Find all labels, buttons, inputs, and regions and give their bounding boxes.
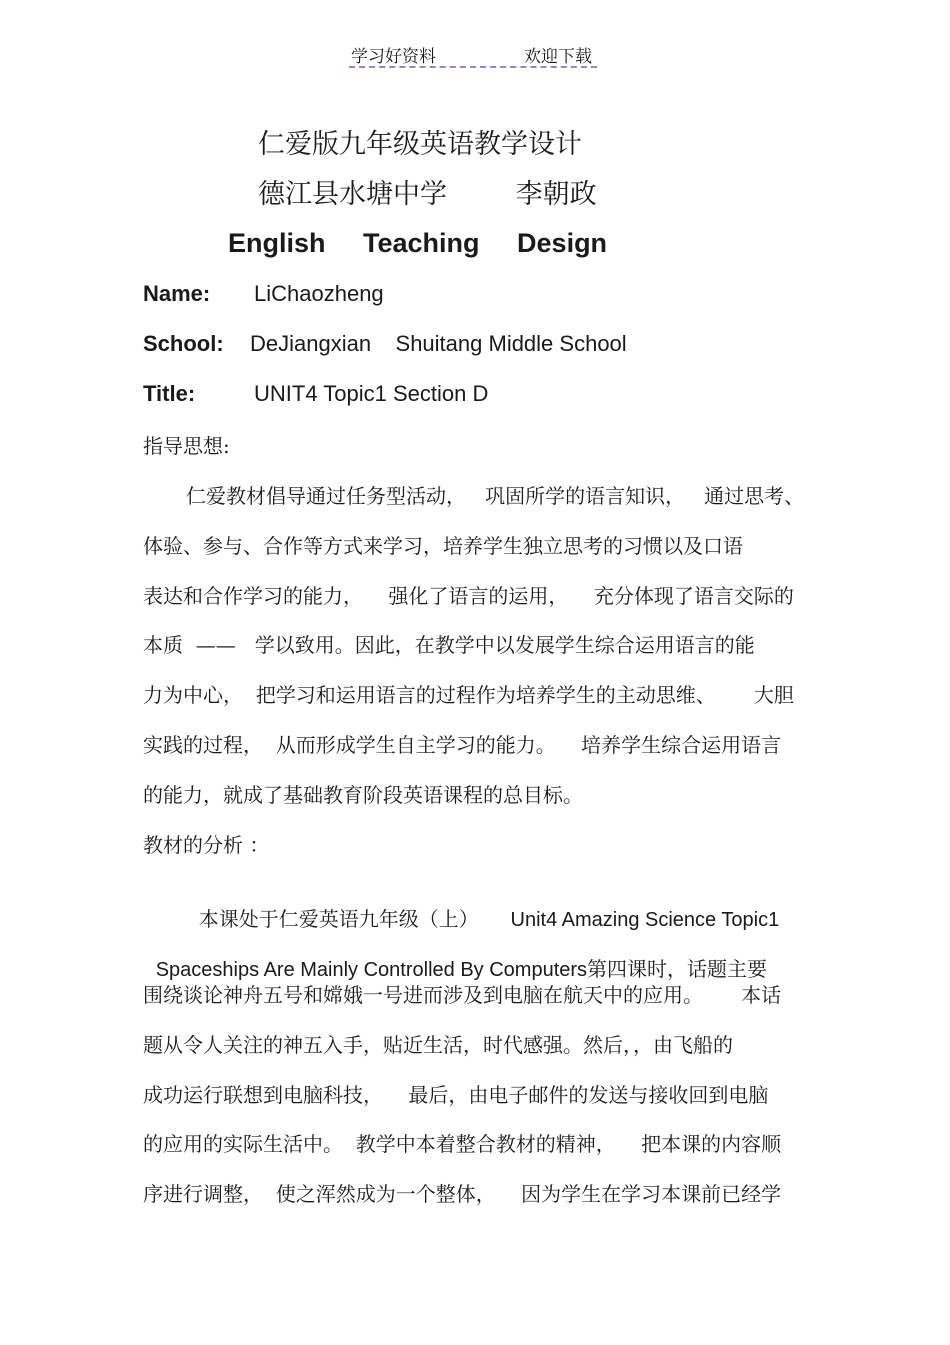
- paragraph-line: [143, 929, 767, 982]
- paragraph-line: 体验、参与、合作等方式来学习，培养学生独立思考的习惯以及口语: [143, 534, 743, 558]
- title-value: UNIT4 Topic1 Section D: [254, 381, 489, 406]
- header-right-text: 欢迎下载: [524, 47, 592, 67]
- paragraph-line: 表达和合作学习的能力， 强化了语言的运用， 充分体现了语言交际的: [143, 584, 794, 608]
- analysis-line2-cn: 第四课时，话题主要: [587, 957, 768, 981]
- analysis-heading: 教材的分析 ：: [143, 833, 270, 857]
- page-header: [349, 40, 597, 68]
- paragraph-line: 仁爱教材倡导通过任务型活动， 巩固所学的语言知识， 通过思考、: [186, 484, 805, 508]
- analysis-line1-en: Unit4 Amazing Science Topic1: [510, 909, 780, 931]
- document-title-cn: 仁爱版九年级英语教学设计: [258, 129, 582, 160]
- name-label: Name:: [143, 281, 211, 306]
- school-label: School:: [143, 331, 224, 356]
- paragraph-line: 的应用的实际生活中。 教学中本着整合教材的精神， 把本课的内容顺: [143, 1132, 782, 1156]
- paragraph-line: 的能力，就成了基础教育阶段英语课程的总目标。: [143, 783, 583, 807]
- paragraph-line: 本质 —— 学以致用。因此，在教学中以发展学生综合运用语言的能: [143, 633, 755, 657]
- school-value: DeJiangxian Shuitang Middle School: [250, 331, 627, 356]
- paragraph-line: 序进行调整， 使之浑然成为一个整体， 因为学生在学习本课前已经学: [143, 1182, 782, 1206]
- school-author-line: 德江县水塘中学 李朝政: [258, 179, 597, 210]
- analysis-line2-en: Spaceships Are Mainly Controlled By Computers: [155, 959, 588, 981]
- paragraph-line: 成功运行联想到电脑科技， 最后，由电子邮件的发送与接收回到电脑: [143, 1083, 769, 1107]
- paragraph-line: [186, 879, 779, 932]
- document-title-en: English Teaching Design: [228, 228, 608, 258]
- analysis-line1-cn: 本课处于仁爱英语九年级（上）: [198, 907, 511, 931]
- paragraph-line: 力为中心， 把学习和运用语言的过程作为培养学生的主动思维、 大胆: [143, 683, 794, 707]
- paragraph-line: 实践的过程， 从而形成学生自主学习的能力。 培养学生综合运用语言: [143, 733, 782, 757]
- paragraph-line: 围绕谈论神舟五号和嫦娥一号进而涉及到电脑在航天中的应用。 本话: [143, 983, 782, 1007]
- header-left-text: 学习好资料: [351, 47, 436, 67]
- title-label: Title:: [143, 381, 196, 406]
- paragraph-line: 题从令人关注的神五入手，贴近生活，时代感强。然后，，由飞船的: [143, 1033, 733, 1057]
- guiding-heading: 指导思想:: [143, 434, 230, 458]
- name-value: LiChaozheng: [254, 281, 384, 306]
